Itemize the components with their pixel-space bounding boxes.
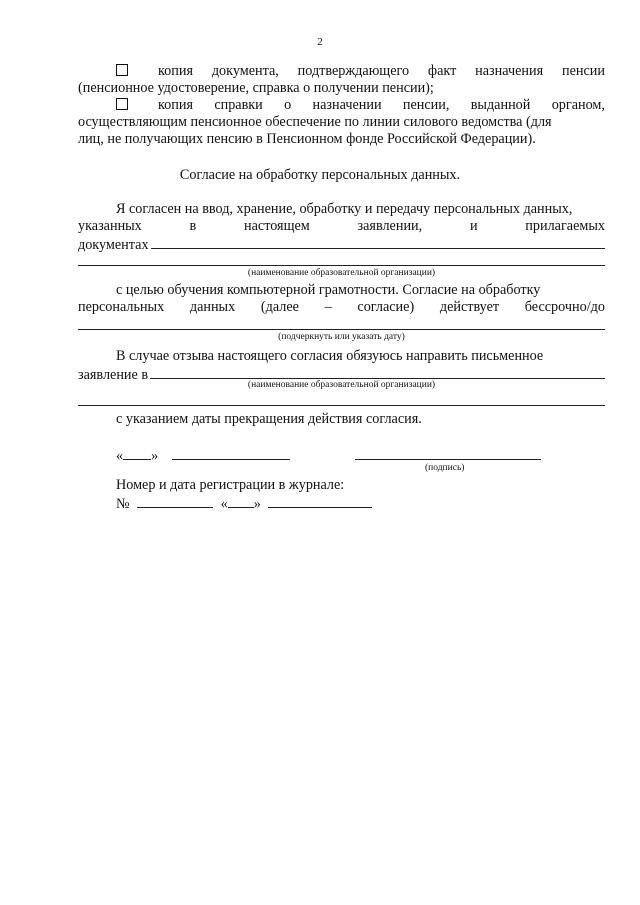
registration-title: Номер и дата регистрации в журнале: <box>116 477 345 493</box>
item2-line3: лиц, не получающих пенсию в Пенсионном фонде Российской Федерации). <box>78 131 536 147</box>
caption-date: (подчеркнуть или указать дату) <box>278 332 405 342</box>
day-field[interactable] <box>123 446 151 460</box>
documents-field[interactable] <box>151 235 605 249</box>
p1-line2: указанных в настоящем заявлении, и прилагаемых <box>78 218 605 234</box>
registration-month-year-field[interactable] <box>268 494 372 508</box>
p2-line1: с целью обучения компьютерной грамотности. Согласие на обработку <box>116 282 541 298</box>
caption-signature: (подпись) <box>425 463 465 473</box>
item1-line1: копия документа, подтверждающего факт назначения пенсии <box>78 63 605 80</box>
org-name-field-2[interactable] <box>150 365 605 379</box>
month-year-field[interactable] <box>172 446 290 460</box>
checkbox-pension-document[interactable] <box>116 64 128 76</box>
p1-line1: Я согласен на ввод, хранение, обработку и передачу персональных данных, <box>116 201 573 217</box>
signature-field[interactable] <box>355 446 541 460</box>
registration-number-field[interactable] <box>137 494 213 508</box>
checkbox-pension-certificate[interactable] <box>116 98 128 110</box>
org-name-field-1[interactable] <box>78 265 605 266</box>
p3-line2: заявление в <box>78 365 605 384</box>
org-name-field-3[interactable] <box>78 405 605 406</box>
caption-org-2: (наименование образовательной организации) <box>247 380 436 390</box>
p1-line3: документах <box>78 235 605 254</box>
consent-title: Согласие на обработку персональных данных. <box>179 167 461 183</box>
item1-line2: (пенсионное удостоверение, справка о получении пенсии); <box>78 80 434 96</box>
consent-date-field[interactable] <box>78 329 605 330</box>
registration-row: № « » <box>78 494 605 513</box>
p4: с указанием даты прекращения действия согласия. <box>116 411 422 427</box>
item2-line1: копия справки о назначении пенсии, выданной органом, <box>78 97 605 114</box>
p2-line2: персональных данных (далее – согласие) действует бессрочно/до <box>78 299 605 315</box>
registration-day-field[interactable] <box>228 494 254 508</box>
caption-org-1: (наименование образовательной организации) <box>247 268 436 278</box>
item2-line2: осуществляющим пенсионное обеспечение по линии силового ведомства (для <box>78 114 552 130</box>
p3-line1: В случае отзыва настоящего согласия обязуюсь направить письменное <box>116 348 544 364</box>
page-number: 2 <box>317 36 323 48</box>
date-signature-row: « » <box>78 446 605 465</box>
